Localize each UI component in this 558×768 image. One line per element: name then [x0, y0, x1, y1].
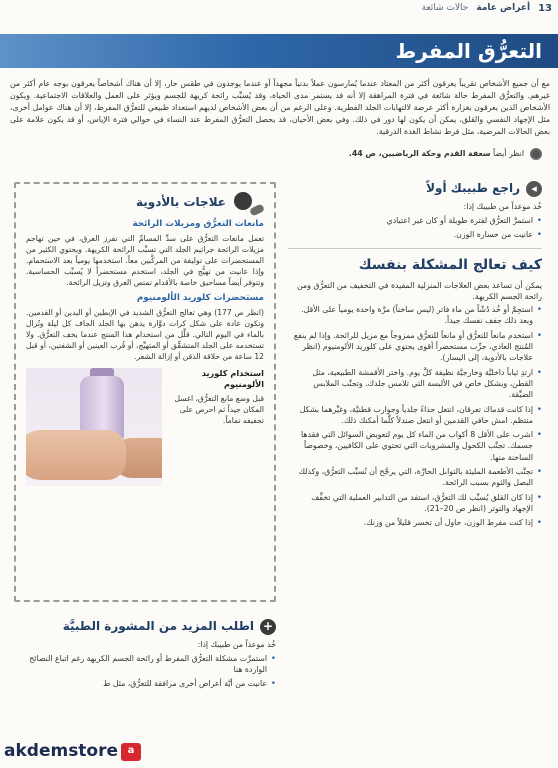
advice-heading-text: اطلب المزيد من المشورة الطبيَّة — [62, 619, 254, 633]
self-help-lead: يمكن أن تساعد بعض العلاجات المنزلية المفيدة في التخفيف من التعرُّق ومن رائحة الجسم الكريهة. — [297, 280, 542, 301]
inset-figure — [26, 368, 264, 486]
page-header — [0, 0, 558, 18]
store-watermark — [4, 739, 141, 764]
advice-lead: خُذ موعداً من طبيبك إذا: — [197, 640, 276, 650]
see-also-label: انظر أيضاً — [493, 149, 524, 159]
bullet-disc-icon — [530, 148, 542, 160]
inset-text: قبل وضع مانع التعرُّق، اغسل المكان جيداً ثم احرص على تجفيفه تماماً. — [174, 394, 264, 426]
arrow-icon: ◂ — [526, 181, 542, 197]
inset-title: استخدام كلوريد الألومنيوم — [201, 367, 264, 390]
list-item: • استخدم مانعاً للتعرُّق أو مانعاً للتعرُّق ممزوجاً مع مزيل للرائحة. وإذا لم ينفع المُنتج العادي، جرِّب مستحضراً أقوى يحتوي على كلوريد الألومنيوم (انظر علاجات بالأدوية، إلى اليسار). — [288, 330, 542, 364]
list-item: • عانيت من خسارة الوزن. — [288, 229, 542, 240]
antiperspirants-text: تعمل مانعات التعرُّق على سدِّ المسامِّ التي تفرز العرق، في حين تهاجم مزيلات الرائحة جراثيم الجلد التي تسبِّب الرائحة الكريهة. ويحتوي الكثير من المستحضرات على توليفة من المركَّبين معاً. استخدمها يومياً بعد الاستحمام. وإذا عانيت من تهيُّج في الجلد، استخدم مستحضراً لا يُسبِّب الحساسية. وتتوفر أيضاً مساحيق خاصة بالأقدام تمتص العرق وتزيل الرائحة. — [26, 233, 264, 287]
page-number: 13 — [538, 2, 552, 14]
pills-icon — [234, 192, 264, 214]
aluminium-chloride-text: (انظر ص 177) وهي تعالج التعرُّق الشديد في الإبطين أو اليدين أو القدمين. وتكون عادة على شكل كرات دوَّارة يدهن بها الجلد الجاف كل ليلة وتُزال بالماء في اليوم التالي. قلِّل من استخدام هذا المنتج عندما يخف التعرُّق. ولا تستخدمه على الجلد المتشقِّق أو المتهيِّج، أو قُرب العينين أو الشفتين، أو قبل 12 ساعة من حلاقة الذقن أو إزالة الشعر. — [26, 307, 264, 361]
store-brand: akdemstore — [4, 741, 119, 762]
title-banner — [0, 34, 558, 68]
list-item: • استمرَّ التعرُّق لفترة طويلة أو كان غير اعتيادي — [288, 215, 542, 226]
list-item: • إذا كان القلق يُسبِّب لك التعرُّق، استفد من التدابير العملية التي تخفِّف الإجهاد والتوتر (انظر ص 20–21). — [288, 492, 542, 515]
doctor-heading-text: راجع طبيبك أولاً — [426, 181, 520, 195]
drugs-box — [14, 182, 276, 602]
list-item: • إذا كنت مفرط الوزن، حاول أن تخسر قليلاً من وزنك. — [288, 517, 542, 528]
see-also-ref[interactable]: سعفة القدم وحكة الرياضيين، ص 44. — [348, 149, 491, 159]
list-item: • استحِمَّ أو خُذ دُشّاً من ماء فاتر (ليس ساخناً) مرَّة واحدة يومياً على الأقل. وبعد ذلك جفف نفسك جيداً. — [288, 304, 542, 327]
list-item: • اشرب على الأقل 8 أكواب من الماء كل يوم لتعويض السوائل التي فقدها جسمك. تجنَّب الكحول والمشروبات التي تحتوي على الكافيين، وخصوصاً الساخنة منها. — [288, 429, 542, 463]
see-also — [22, 148, 542, 160]
doctor-lead: خُذ موعداً من طبيبك إذا: — [463, 202, 542, 212]
advice-list — [14, 653, 276, 690]
list-item: • ارتدِ ثياباً داخليَّة وخارجيَّة نظيفة كلَّ يوم. واختر الأقمشة الطبيعية، مثل القطن، وبشكل خاص في الألبسة التي تلامس جلدك. وتجنَّب الملابس الضيِّقة. — [288, 367, 542, 401]
antiperspirants-heading: مانعات التعرُّق ومزيلات الرائحة — [132, 219, 264, 229]
list-item: • إذا كانت قدماك تعرقان، انتعل حذاءً جلدياً وجوارب قطنيَّة، وغيِّرهما بشكل منتظم. امش حافي القدمين أو انتعل صندلاً كلَّما أمكنك ذلك. — [288, 404, 542, 427]
store-logo-icon: a — [121, 743, 141, 761]
drugs-box-title — [26, 192, 264, 214]
right-column — [288, 180, 542, 532]
drugs-box-heading: علاجات بالأدوية — [135, 195, 226, 210]
section-title: أعراض عامة — [476, 3, 531, 14]
aluminium-chloride-heading: مستحضرات كلوريد الألومنيوم — [136, 292, 264, 303]
doctor-heading — [288, 180, 542, 197]
self-help-list — [288, 304, 542, 528]
list-item: • استمرَّت مشكلة التعرُّق المفرط أو رائحة الجسم الكريهة رغم اتباع النصائح الواردة هنا — [14, 653, 276, 676]
inset-caption — [168, 368, 264, 486]
doctor-list — [288, 215, 542, 241]
hand-and-bottle-photo — [26, 368, 162, 486]
subsection-title: حالات شائعة — [421, 3, 469, 14]
page-title: التعرُّق المفرط — [395, 38, 542, 63]
plus-icon: + — [260, 619, 276, 635]
self-help-heading: كيف تعالج المشكلة بنفسك — [288, 248, 542, 275]
advice-section — [14, 618, 276, 693]
list-item: • عانيت من أيَّة أعراض أخرى مرافقة للتعرُّق، مثل ط — [14, 678, 276, 689]
advice-heading — [14, 618, 276, 635]
intro-paragraph: مع أن جميع الأشخاص تقريباً يعرقون أكثر من المعتاد عندما يُمارسون عملاً بدنياً مجهداً أو عندما يوجدون في طقس حار، إلا أن هناك أشخاصاً يعرقون بوجه عام أكثر من غيرهم. والتعرُّق المفرط حالة شائعة في فترة المراهقة إلا أنه قد يستمر مدى الحياة، وقد يُسبِّب رائحة كريهة للجسم ويؤثر على العمل والعلاقات الاجتماعية. ويكون الأشخاص الذين يعرقون بغزارة أكثر عرضة لالتهابات الجلد الفطرية. وعلى الرغم من أن بعض الأشخاص لديهم استعداد طبيعي للتعرُّق المفرط، إلا أن هناك عوامل أخرى، مثل الإجهاد النفسي والقلق، يمكن أن يكون لها دور في ذلك. وفي بعض الأحيان، قد يحصل التعرُّق المفرط عند النساء في حوالي فترة الإياس، أو قد يكون علامة على بعض الحالات المرضية، مثل فرط نشاط الغدة الدرقية. — [10, 79, 550, 137]
list-item: • تجنَّب الأطعمة المليئة بالتوابل الحارَّة، التي يرجَّح أن تُسبِّب التعرُّق، وكذلك البصل والثوم بسبب الرائحة. — [288, 466, 542, 489]
